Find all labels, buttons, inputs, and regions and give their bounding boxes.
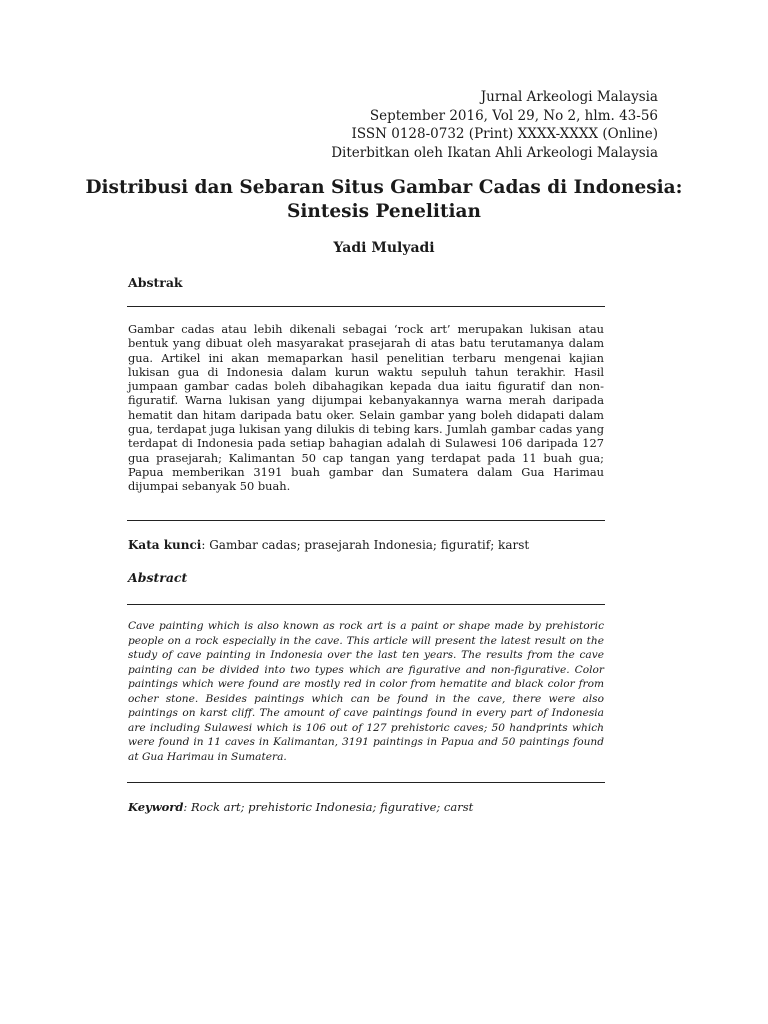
abstrak-body: Gambar cadas atau lebih dikenali sebagai ‘rock art’ merupakan lukisan atau bentuk yang dibuat oleh masyarakat prasejarah di atas batu terutamanya dalam gua. Artikel ini akan memaparkan hasil penelitian terbaru mengenai kajian lukisan gua di Indonesia dalam kurun waktu sepuluh tahun terakhir. Hasil jumpaan gambar cadas boleh dibahagikan kepada dua iaitu figuratif dan non-figuratif. Warna lukisan yang dijumpai kebanyakannya warna merah daripada hematit dan hitam daripada batu oker. Selain gambar yang boleh didapati dalam gua, terdapat juga lukisan yang dilukis di tebing kars. Jumlah gambar cadas yang terdapat di Indonesia pada setiap bahagian adalah di Sulawesi 106 daripada 127 gua prasejarah; Kalimantan 50 cap tangan yang terdapat pada 11 buah gua; Papua memberikan 3191 buah gambar dan Sumatera dalam Gua Harimau dijumpai sebanyak 50 buah. xyxy=(128,322,604,494)
journal-header xyxy=(331,88,658,162)
journal-publisher: Diterbitkan oleh Ikatan Ahli Arkeologi Malaysia xyxy=(331,144,658,161)
abstrak-heading: Abstrak xyxy=(128,275,183,290)
journal-issue: September 2016, Vol 29, No 2, hlm. 43-56 xyxy=(369,107,658,124)
paper-title-line-1: Distribusi dan Sebaran Situs Gambar Cadas di Indonesia: xyxy=(85,177,683,198)
kata-kunci-label: Kata kunci xyxy=(128,538,202,552)
paper-title xyxy=(60,176,708,224)
kata-kunci xyxy=(128,538,604,552)
keyword-line xyxy=(128,800,604,814)
keyword-values: : Rock art; prehistoric Indonesia; figurative; carst xyxy=(183,800,474,814)
kata-kunci-values: : Gambar cadas; prasejarah Indonesia; figuratif; karst xyxy=(201,538,530,552)
abstrak-bottom-rule xyxy=(127,520,605,521)
author-name: Yadi Mulyadi xyxy=(333,240,435,256)
abstract-body: Cave painting which is also known as rock art is a paint or shape made by prehistoric people on a rock especially in the cave. This article will present the latest result on the study of cave painting in Indonesia over the last ten years. The results from the cave painting can be divided into two types which are figurative and non-figurative. Color paintings which were found are mostly red in color from hematite and black color from ocher stone. Besides paintings which can be found in the cave, there were also paintings on karst cliff. The amount of cave paintings found in every part of Indonesia are including Sulawesi which is 106 out of 127 prehistoric caves; 50 handprints which were found in 11 caves in Kalimantan, 3191 paintings in Papua and 50 paintings found at Gua Harimau in Sumatera. xyxy=(128,620,604,763)
abstract-heading: Abstract xyxy=(128,570,188,585)
journal-name: Jurnal Arkeologi Malaysia xyxy=(480,89,658,105)
abstrak-top-rule xyxy=(127,306,605,307)
abstract-top-rule xyxy=(127,604,605,605)
keyword-label: Keyword xyxy=(128,800,184,814)
journal-issn: ISSN 0128-0732 (Print) XXXX-XXXX (Online) xyxy=(351,126,658,142)
paper-title-line-2: Sintesis Penelitian xyxy=(287,201,481,222)
abstract-bottom-rule xyxy=(127,782,605,783)
